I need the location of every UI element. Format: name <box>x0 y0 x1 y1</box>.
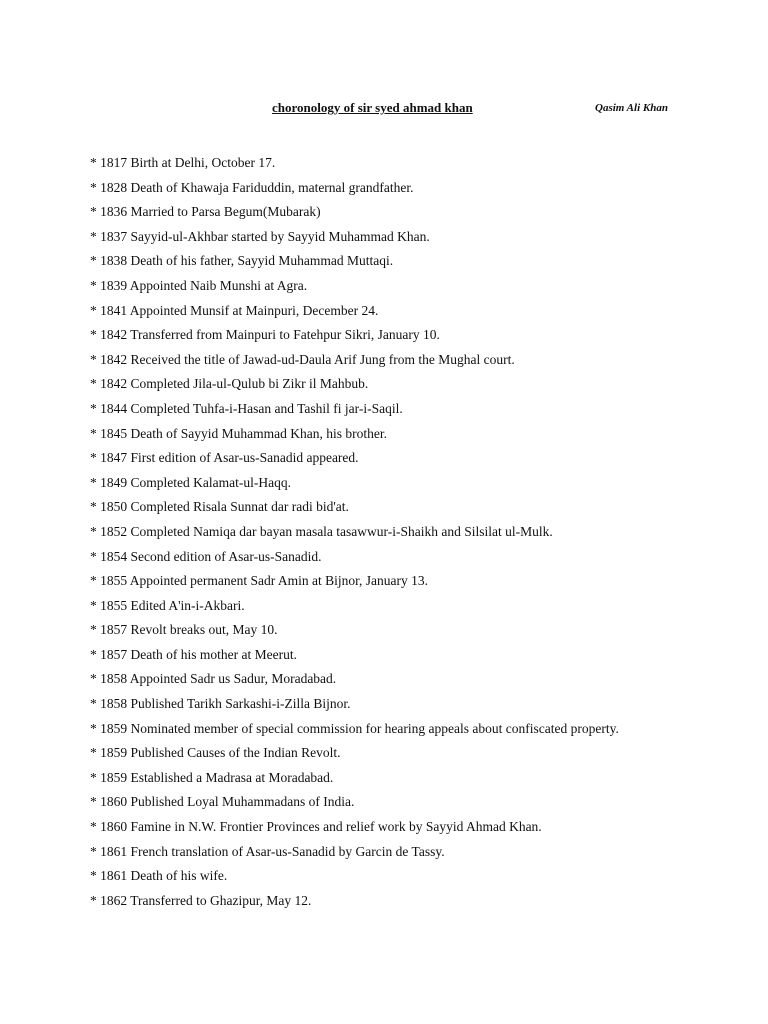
chronology-entry: * 1849 Completed Kalamat-ul-Haqq. <box>90 474 291 490</box>
chronology-entry: * 1854 Second edition of Asar-us-Sanadid. <box>90 548 322 564</box>
chronology-entry: * 1852 Completed Namiqa dar bayan masala tasawwur-i-Shaikh and Silsilat ul-Mulk. <box>90 523 553 539</box>
chronology-entry: * 1842 Received the title of Jawad-ud-Daula Arif Jung from the Mughal court. <box>90 351 515 367</box>
chronology-entry: * 1858 Published Tarikh Sarkashi-i-Zilla Bijnor. <box>90 696 351 712</box>
chronology-entry: * 1838 Death of his father, Sayyid Muhammad Muttaqi. <box>90 253 394 269</box>
chronology-entry: * 1842 Completed Jila-ul-Qulub bi Zikr il Mahbub. <box>90 376 369 392</box>
chronology-entry: * 1861 Death of his wife. <box>90 868 228 884</box>
chronology-entry: * 1844 Completed Tuhfa-i-Hasan and Tashil fi jar-i-Saqil. <box>90 400 403 416</box>
document-title: choronology of sir syed ahmad khan <box>272 100 473 115</box>
chronology-entry: * 1845 Death of Sayyid Muhammad Khan, his brother. <box>90 425 387 441</box>
chronology-entry: * 1858 Appointed Sadr us Sadur, Moradabad. <box>90 671 337 687</box>
chronology-entry: * 1859 Established a Madrasa at Moradabad. <box>90 769 334 785</box>
chronology-entry: * 1817 Birth at Delhi, October 17. <box>90 155 276 170</box>
chronology-entry: * 1857 Revolt breaks out, May 10. <box>90 622 278 638</box>
chronology-entry: * 1861 French translation of Asar-us-Sanadid by Garcin de Tassy. <box>90 843 445 859</box>
chronology-entry: * 1842 Transferred from Mainpuri to Fatehpur Sikri, January 10. <box>90 327 440 343</box>
chronology-entry: * 1839 Appointed Naib Munshi at Agra. <box>90 277 308 293</box>
chronology-entry: * 1847 First edition of Asar-us-Sanadid appeared. <box>90 450 359 466</box>
chronology-entry: * 1857 Death of his mother at Meerut. <box>90 646 297 662</box>
chronology-entry: * 1859 Published Causes of the Indian Revolt. <box>90 745 341 761</box>
chronology-entry: * 1862 Transferred to Ghazipur, May 12. <box>90 892 312 908</box>
author-name: Qasim Ali Khan <box>595 102 668 114</box>
chronology-list <box>90 154 619 916</box>
chronology-entry: * 1855 Appointed permanent Sadr Amin at Bijnor, January 13. <box>90 573 429 589</box>
chronology-entry: * 1855 Edited A'in-i-Akbari. <box>90 597 245 613</box>
chronology-entry: * 1828 Death of Khawaja Fariduddin, maternal grandfather. <box>90 179 414 195</box>
chronology-entry: * 1837 Sayyid-ul-Akhbar started by Sayyid Muhammad Khan. <box>90 228 430 244</box>
chronology-entry: * 1850 Completed Risala Sunnat dar radi bid'at. <box>90 499 349 515</box>
chronology-entry: * 1841 Appointed Munsif at Mainpuri, December 24. <box>90 302 379 318</box>
chronology-entry: * 1860 Published Loyal Muhammadans of India. <box>90 794 355 810</box>
chronology-entry: * 1836 Married to Parsa Begum(Mubarak) <box>90 204 321 220</box>
chronology-entry: * 1860 Famine in N.W. Frontier Provinces and relief work by Sayyid Ahmad Khan. <box>90 819 542 835</box>
chronology-entry: * 1859 Nominated member of special commission for hearing appeals about confiscated property. <box>90 720 619 736</box>
